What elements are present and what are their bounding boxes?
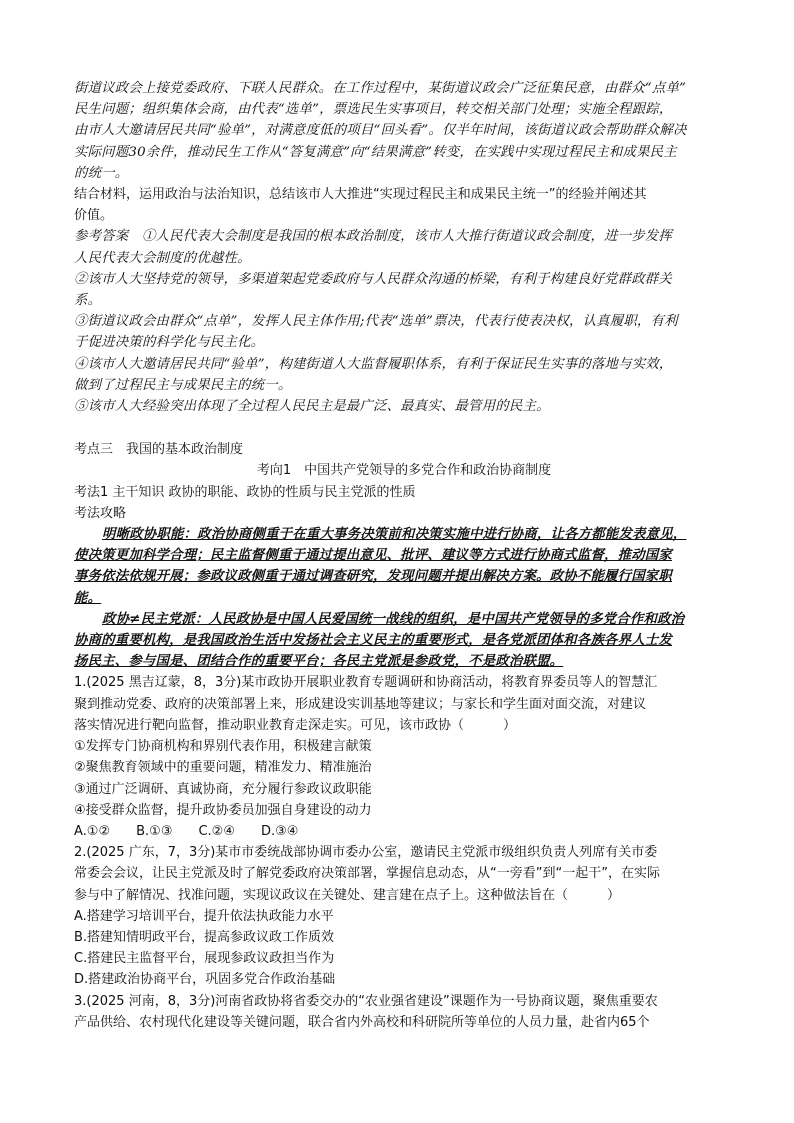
- question-2: [74, 842, 734, 990]
- strategy-label: 考法攻略: [74, 505, 127, 521]
- question-1: [74, 672, 734, 842]
- option-d[interactable]: D.③④: [261, 823, 299, 839]
- option-c[interactable]: C.②④: [198, 823, 235, 839]
- section-subheading: 考向1 中国共产党领导的多党合作和政治协商制度: [256, 463, 552, 479]
- question-prompt-line: 结合材料，运用政治与法治知识，总结该市人大推进“实现过程民主和成果民主统一”的经验并阐述其: [74, 187, 647, 203]
- question-stem-line: 参与中了解情况、找准问题，实现议政议在关键处、建言建在点子上。这种做法旨在（ ）: [74, 887, 621, 903]
- option-b[interactable]: B.搭建知情明政平台，提高参政议政工作质效: [74, 929, 335, 945]
- material-line: 街道议政会上接党委政府、下联人民群众。在工作过程中，某街道议政会广泛征集民意，由群众“点单”: [74, 81, 687, 96]
- section-block: [74, 439, 734, 672]
- answer-options: [74, 821, 734, 842]
- answer-line: 于促进决策的科学化与民主化。: [74, 335, 265, 351]
- material-block: [74, 78, 734, 226]
- answer-line: ④该市人大邀请居民共同“验单”，构建街道人大监督履职体系，有利于保证民生实事的落地与实效，: [74, 356, 673, 372]
- answer-line: 人民代表大会制度的优越性。: [74, 250, 251, 266]
- answer-block: [74, 226, 734, 417]
- document-page: [74, 78, 734, 1033]
- strategy-line: 扬民主、参与国是、团结合作的重要平台；各民主党派是参政党，不是政治联盟。: [74, 653, 564, 670]
- strategy-line: 协商的重要机构，是我国政治生活中发扬社会主义民主的重要形式，是各党派团体和各族各界人士发: [74, 632, 672, 649]
- strategy-line: 能。: [74, 589, 102, 606]
- question-item: ②聚焦教育领域中的重要问题，精准发力、精准施治: [74, 760, 372, 776]
- question-stem-line: 1.(2025 黑吉辽蒙，8，3分)某市政协开展职业教育专题调研和协商活动，将教育界委员等人的智慧汇: [74, 675, 658, 691]
- method-title: 考法1 主干知识 政协的职能、政协的性质与民主党派的性质: [74, 484, 416, 500]
- answer-line: ③街道议政会由群众“点单”，发挥人民主体作用;代表“选单”票决，代表行使表决权，认真履职，有利: [74, 314, 678, 330]
- material-line: 由市人大邀请居民共同“验单”，对满意度低的项目“回头看”。仅半年时间，该街道议政会帮助群众解决: [74, 123, 687, 139]
- strategy-line: 政协≠民主党派：人民政协是中国人民爱国统一战线的组织，是中国共产党领导的多党合作和政治: [102, 610, 685, 627]
- option-b[interactable]: B.①③: [136, 823, 173, 839]
- option-c[interactable]: C.搭建民主监督平台，展现参政议政担当作为: [74, 951, 335, 967]
- strategy-line: 明晰政协职能：政治协商侧重于在重大事务决策前和决策实施中进行协商，让各方都能发表意见，: [102, 526, 687, 543]
- answer-line: ②该市人大坚持党的领导，多渠道架起党委政府与人民群众沟通的桥梁，有利于构建良好党群政群关: [74, 271, 672, 287]
- question-stem-line: 聚到推动党委、政府的决策部署上来，形成建设实训基地等建议；与家长和学生面对面交流，对建议: [74, 696, 647, 712]
- material-line: 民生问题；组织集体会商，由代表“选单”，票选民生实事项目，转交相关部门处理；实施全程跟踪，: [74, 102, 673, 118]
- option-d[interactable]: D.搭建政治协商平台，巩固多党合作政治基础: [74, 972, 336, 988]
- question-item: ③通过广泛调研、真诚协商，充分履行参政议政职能: [74, 781, 372, 797]
- answer-line: 系。: [74, 293, 102, 309]
- question-item: ④接受群众监督，提升政协委员加强自身建设的动力: [74, 802, 372, 818]
- question-item: ①发挥专门协商机构和界别代表作用，积极建言献策: [74, 739, 372, 755]
- answer-line: ⑤该市人大经验突出体现了全过程人民民主是最广泛、最真实、最管用的民主。: [74, 399, 550, 415]
- material-line: 实际问题30余件，推动民生工作从“答复满意”向“结果满意”转变，在实践中实现过程民主和成果民主: [74, 144, 677, 160]
- question-prompt-line: 价值。: [74, 208, 114, 224]
- question-stem-line: 3.(2025 河南，8，3分)河南省政协将省委交办的“农业强省建设”课题作为一号协商议题，聚焦重要农: [74, 993, 658, 1009]
- answer-line: 做到了过程民主与成果民主的统一。: [74, 377, 292, 393]
- strategy-line: 事务依法依规开展；参政议政侧重于通过调查研究，发现问题并提出解决方案。政协不能履行国家职: [74, 568, 672, 585]
- strategy-line: 使决策更加科学合理；民主监督侧重于通过提出意见、批评、建议等方式进行协商式监督，推动国家: [74, 547, 672, 564]
- question-stem-line: 常委会会议，让民主党派及时了解党委政府决策部署，掌握信息动态，从“一旁看”到“一起干”，在实际: [74, 866, 660, 882]
- option-a[interactable]: A.①②: [74, 823, 111, 839]
- question-stem-line: 落实情况进行靶向监督，推动职业教育走深走实。可见，该市政协（ ）: [74, 717, 517, 733]
- option-a[interactable]: A.搭建学习培训平台，提升依法执政能力水平: [74, 908, 334, 924]
- material-line: 的统一。: [74, 165, 129, 181]
- question-3: [74, 991, 734, 1033]
- answer-line: 参考答案 ①人民代表大会制度是我国的根本政治制度，该市人大推行街道议政会制度，进一步发挥: [74, 229, 672, 245]
- question-stem-line: 2.(2025 广东，7，3分)某市市委统战部协调市委办公室，邀请民主党派市级组织负责人列席有关市委: [74, 845, 658, 861]
- section-heading: 考点三 我国的基本政治制度: [74, 442, 244, 458]
- question-stem-line: 产品供给、农村现代化建设等关键问题，联合省内外高校和科研院所等单位的人员力量，赴省内65个: [74, 1014, 650, 1030]
